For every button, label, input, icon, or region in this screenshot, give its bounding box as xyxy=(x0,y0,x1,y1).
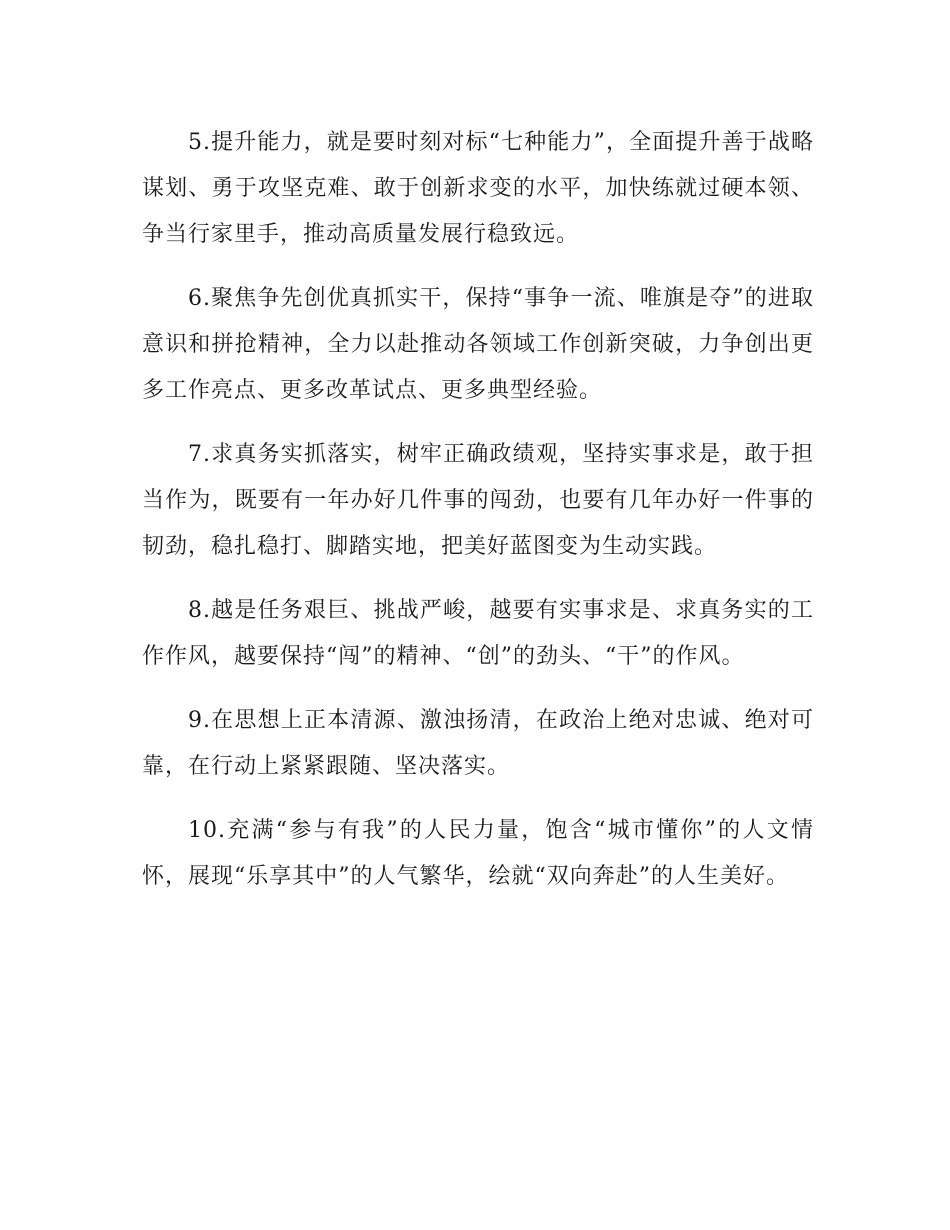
paragraph-item-6: 6.聚焦争先创优真抓实干，保持“事争一流、唯旗是夺”的进取意识和拼抢精神，全力以赴推动各领域工作创新突破，力争创出更多工作亮点、更多改革试点、更多典型经验。 xyxy=(142,286,814,403)
paragraph-item-7: 7.求真务实抓落实，树牢正确政绩观，坚持实事求是，敢于担当作为，既要有一年办好几件事的闯劲，也要有几年办好一件事的韧劲，稳扎稳打、脚踏实地，把美好蓝图变为生动实践。 xyxy=(142,442,814,559)
paragraph-item-9: 9.在思想上正本清源、激浊扬清，在政治上绝对忠诚、绝对可靠，在行动上紧紧跟随、坚决落实。 xyxy=(142,708,814,779)
paragraph-item-8: 8.越是任务艰巨、挑战严峻，越要有实事求是、求真务实的工作作风，越要保持“闯”的精神、“创”的劲头、“干”的作风。 xyxy=(142,598,814,669)
paragraph-item-5: 5.提升能力，就是要时刻对标“七种能力”，全面提升善于战略谋划、勇于攻坚克难、敢于创新求变的水平，加快练就过硬本领、争当行家里手，推动高质量发展行稳致远。 xyxy=(142,130,814,247)
paragraph-item-10: 10.充满“参与有我”的人民力量，饱含“城市懂你”的人文情怀，展现“乐享其中”的人气繁华，绘就“双向奔赴”的人生美好。 xyxy=(142,818,814,889)
document-body xyxy=(142,120,814,918)
